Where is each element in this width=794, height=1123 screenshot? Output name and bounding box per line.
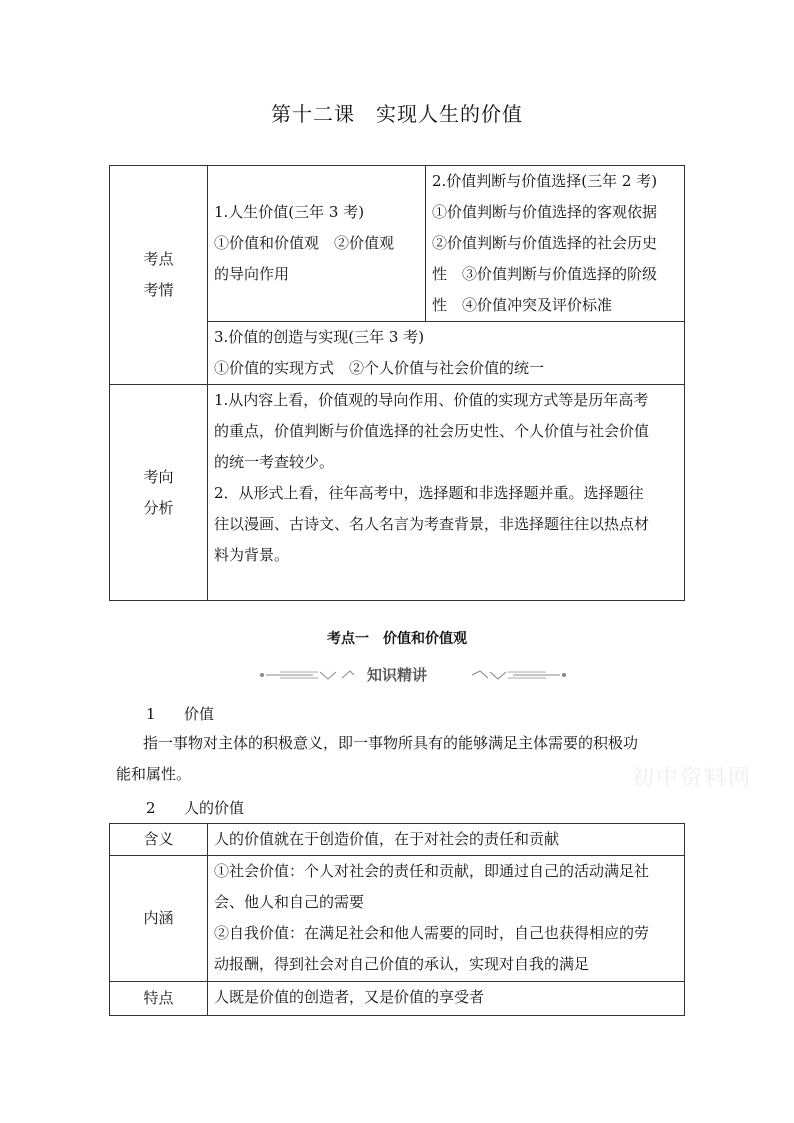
kaoxiang-label-line: 分析 xyxy=(143,498,174,517)
kaoxiang-label xyxy=(110,385,208,601)
kaoxiang-cell xyxy=(208,385,685,601)
kaodian-2-line: 性 ④价值冲突及评价标准 xyxy=(432,296,613,314)
item-2-heading xyxy=(146,797,244,818)
row-text-line: 会、他人和自己的需要 xyxy=(214,893,365,911)
kaoxiang-line: 的重点，价值判断与价值选择的社会历史性、个人价值与社会价值 xyxy=(214,422,650,440)
kaodian-label-line: 考情 xyxy=(143,281,174,299)
kaodian-3-line: ①价值的实现方式 ②个人价值与社会价值的统一 xyxy=(214,359,545,377)
human-value-table xyxy=(109,823,685,1016)
kaodian-2-line: ①价值判断与价值选择的客观依据 xyxy=(432,203,658,221)
row-label: 特点 xyxy=(110,982,208,1016)
row-text-line: ②自我价值：在满足社会和他人需要的同时，自己也获得相应的劳 xyxy=(214,924,650,942)
kaodian-label xyxy=(110,166,208,385)
item-1-paragraph xyxy=(116,728,688,790)
paragraph-line: 指一事物对主体的积极意义，即一事物所具有的能够满足主体需要的积极功 xyxy=(143,734,639,752)
row-text: 人的价值就在于创造价值，在于对社会的责任和贡献 xyxy=(208,824,685,856)
watermark: 初中资料网 xyxy=(632,766,753,791)
kaodian-2-line: 性 ③价值判断与价值选择的阶级 xyxy=(432,265,658,283)
paragraph-line: 能和属性。 xyxy=(116,765,192,783)
kaodian-3-title: 3.价值的创造与实现(三年 3 考) xyxy=(214,328,425,346)
kaodian-1-title: 1.人生价值(三年 3 考) xyxy=(214,203,365,221)
section-title: 考点一 价值和价值观 xyxy=(327,631,467,647)
page-title: 第十二课 实现人生的价值 xyxy=(271,102,523,126)
kaoxiang-line: 2．从形式上看，往年高考中，选择题和非选择题并重。选择题往 xyxy=(214,484,644,502)
kaoxiang-line: 的统一考查较少。 xyxy=(214,453,335,471)
item-2-number: 2 xyxy=(146,799,156,817)
row-text: 人既是价值的创造者，又是价值的享受者 xyxy=(208,982,685,1016)
item-2-title: 人的价值 xyxy=(184,799,245,817)
kaodian-2-line: ②价值判断与价值选择的社会历史 xyxy=(432,234,658,252)
kaoxiang-line: 往以漫画、古诗文、名人名言为考查背景，非选择题往往以热点材 xyxy=(214,515,650,533)
row-label: 含义 xyxy=(110,824,208,856)
kaodian-3-cell xyxy=(208,322,685,385)
item-1-heading xyxy=(146,703,214,724)
kaodian-1-line: ①价值和价值观 ②价值观 xyxy=(214,234,395,252)
kaoxiang-line: 料为背景。 xyxy=(214,546,290,564)
kaodian-1-line: 的导向作用 xyxy=(214,265,290,283)
kaoxiang-label-line: 考向 xyxy=(143,467,174,486)
row-text-line: ①社会价值：个人对社会的责任和贡献，即通过自己的活动满足社 xyxy=(214,862,650,880)
kaodian-label-line: 考点 xyxy=(143,250,174,268)
kaoxiang-line: 1.从内容上看，价值观的导向作用、价值的实现方式等是历年高考 xyxy=(214,391,649,409)
kaodian-1-cell xyxy=(208,166,426,322)
banner-label: 知识精讲 xyxy=(366,666,427,684)
row-text-line: 动报酬，得到社会对自己价值的承认，实现对自我的满足 xyxy=(214,955,590,973)
row-text xyxy=(208,856,685,982)
item-1-number: 1 xyxy=(146,705,156,723)
exam-overview-table xyxy=(109,165,685,601)
row-label: 内涵 xyxy=(110,856,208,982)
kaodian-2-cell xyxy=(426,166,685,322)
item-1-title: 价值 xyxy=(184,705,215,723)
kaodian-2-title: 2.价值判断与价值选择(三年 2 考) xyxy=(432,172,658,190)
